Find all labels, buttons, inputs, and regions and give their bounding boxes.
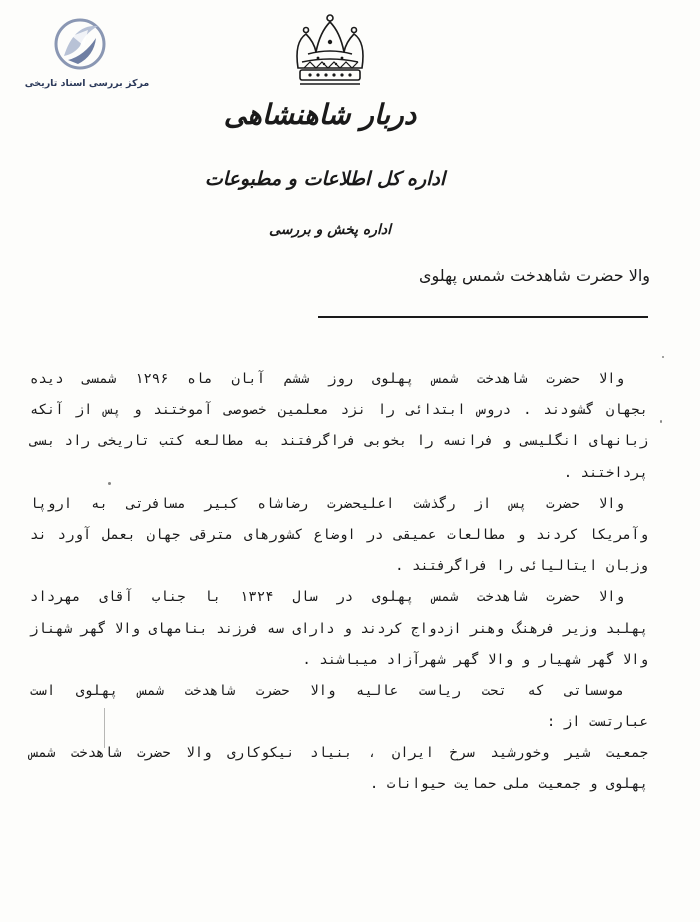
body-line: والا حضرت پس از رگذشت اعلیحضرت رضاشاه کبیر مسافرتی به اروپا	[30, 495, 624, 512]
archive-logo	[22, 12, 150, 92]
body-line: والا حضرت شاهدخت شمس پهلوی روز ششم آبان ماه ۱۲۹۶ شمسی دیده	[30, 371, 624, 387]
body-line: وآمریکا کردند و مطالعات عمیقی در اوضاع کشورهای مترقی جهان بعمل آورد ند	[30, 526, 648, 543]
letterhead-subtitle: اداره کل اطلاعات و مطبوعات	[204, 168, 446, 190]
archive-logo-text: مرکز بررسی اسناد تاریخی	[24, 78, 150, 89]
document-body	[30, 364, 648, 801]
letterhead-title: دربار شاهنشاهی	[223, 98, 417, 131]
body-line: پرداختند .	[563, 464, 648, 481]
body-line: جمعیت شیر وخورشید سرخ ایران ، بنیاد نیکوکاری والا حضرت شاهدخت شمس	[30, 745, 648, 762]
body-line: زبانهای انگلیسی و فرانسه را بخوبی فراگرفتند به مطالعه کتب تاریخی راد بسی	[30, 433, 648, 450]
body-line: عبارتست از :	[546, 714, 648, 731]
letterhead-department: اداره پخش و بررسی	[268, 222, 392, 238]
body-line: موسساتی که تحت ریاست عالیه والا حضرت شاهدخت شمس پهلوی است	[30, 682, 624, 699]
scan-speck	[662, 356, 664, 358]
scan-speck	[660, 420, 662, 423]
body-line: وزبان ایتالیائی را فراگرفتند .	[395, 558, 648, 575]
crown-icon	[280, 12, 380, 94]
recipient-line: والا حضرت شاهدخت شمس پهلوی	[419, 266, 650, 285]
body-line: پهلبد وزیر فرهنگ وهنر ازدواج کردند و دارای سه فرزند بنامهای والا گهر شهناز	[30, 620, 648, 637]
separator-rule	[318, 316, 648, 318]
body-line: بجهان گشودند . دروس ابتدائی را نزد معلمین خصوصی آموختند و پس از آنکه	[30, 402, 648, 419]
body-line: والا حضرت شاهدخت شمس پهلوی در سال ۱۳۲۴ با جناب آقای مهرداد	[30, 589, 624, 606]
body-line: پهلوی و جمعیت ملی حمایت حیوانات .	[369, 776, 648, 793]
body-line: والا گهر شهیار و والا گهر شهرآزاد میباشند .	[302, 651, 648, 668]
archive-emblem-icon	[54, 16, 106, 72]
crown-emblem	[280, 12, 380, 94]
